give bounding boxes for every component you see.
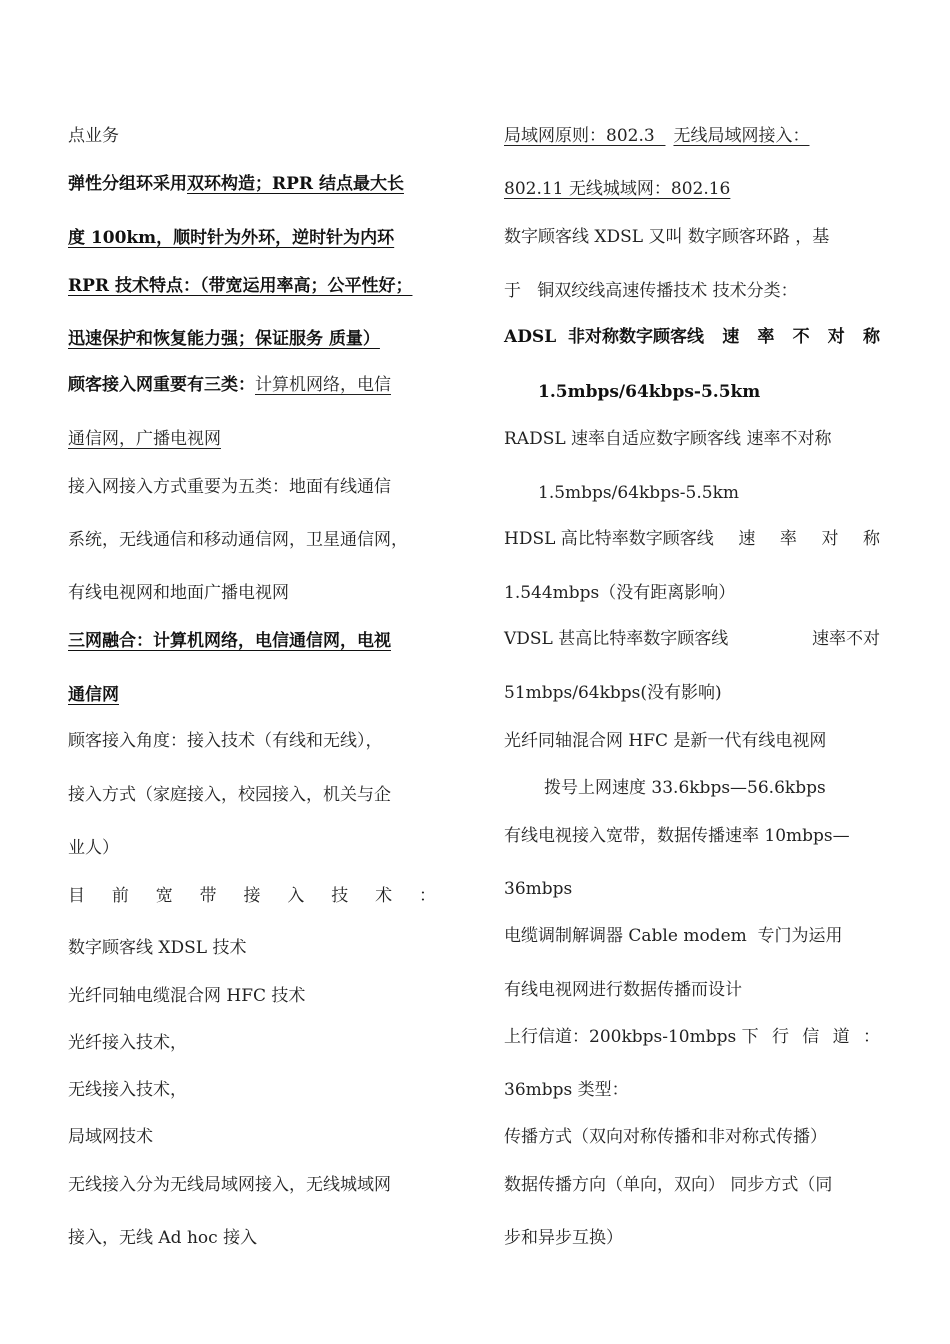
text-line: 接入网接入方式重要为五类：地面有线通信 (68, 477, 391, 497)
text-line: 数字顾客线 XDSL 又叫 数字顾客环路 ，基 (504, 227, 830, 247)
text-line: 步和异步互换） (504, 1228, 623, 1248)
text-line: 无线接入分为无线局域网接入，无线城域网 (68, 1175, 391, 1195)
text-line: 1.544mbps（没有距离影响） (504, 583, 736, 603)
text-line: 系统，无线通信和移动通信网，卫星通信网， (68, 530, 408, 550)
justified-line: 上行信道：200kbps-10mbps 下 行 信 道 ： (504, 1027, 880, 1047)
text-line: 电缆调制解调器 Cable modem 专门为运用 (504, 926, 843, 946)
text-line: 业人） (68, 838, 119, 858)
text-line: 通信网，广播电视网 (68, 429, 221, 449)
heading-line: RPR 技术特点：（带宽运用率高；公平性好； (68, 276, 413, 296)
heading-line: 弹性分组环采用双环构造；RPR 结点最大长 (68, 174, 404, 194)
text-line: 36mbps (504, 879, 573, 899)
text-line: 顾客接入角度：接入技术（有线和无线）， (68, 731, 383, 751)
text-line: 顾客接入网重要有三类：计算机网络，电信 (68, 375, 391, 395)
text-line: 光纤同轴混合网 HFC 是新一代有线电视网 (504, 731, 827, 751)
heading-line: 通信网 (68, 685, 119, 705)
text-line: 拨号上网速度 33.6kbps—56.6kbps (544, 778, 826, 798)
text-line: 802.11 无线城域网：802.16 (504, 179, 731, 199)
text-line: 局域网技术 (68, 1127, 153, 1147)
text-line: 点业务 (68, 126, 119, 146)
text-line: 36mbps 类型： (504, 1080, 629, 1100)
text-line: 51mbps/64kbps(没有影响) (504, 683, 722, 703)
text-line: 无线接入技术， (68, 1080, 187, 1100)
text-line: 有线电视网和地面广播电视网 (68, 583, 289, 603)
justified-line: HDSL 高比特率数字顾客线 速 率 对 称 (504, 529, 880, 549)
justified-line: VDSL 甚高比特率数字顾客线 速率不对 (504, 629, 880, 649)
text-line: RADSL 速率自适应数字顾客线 速率不对称 (504, 429, 832, 449)
text-line: 数据传播方向（单向，双向） 同步方式（同 (504, 1175, 833, 1195)
justified-line: ADSL 非对称数字顾客线 速 率 不 对 称 (504, 327, 880, 347)
heading-line: 度 100km，顺时针为外环，逆时针为内环 (68, 228, 395, 248)
heading-line: 迅速保护和恢复能力强；保证服务 质量） (68, 329, 380, 349)
text-line: 有线电视网进行数据传播而设计 (504, 980, 742, 1000)
heading-line: 三网融合：计算机网络，电信通信网，电视 (68, 631, 391, 651)
text-line: 接入方式（家庭接入，校园接入，机关与企 (68, 785, 391, 805)
text-line: 数字顾客线 XDSL 技术 (68, 938, 247, 958)
text-line: 局域网原则：802.3 无线局域网接入： (504, 126, 810, 146)
text-line: 1.5mbps/64kbps-5.5km (538, 382, 761, 402)
text-line: 光纤同轴电缆混合网 HFC 技术 (68, 986, 306, 1006)
justified-line: 目 前 宽 带 接 入 技 术 ： (68, 886, 436, 906)
text-line: 1.5mbps/64kbps-5.5km (538, 483, 739, 503)
text-line: 光纤接入技术， (68, 1033, 187, 1053)
text-line: 于 铜双绞线高速传播技术 技术分类： (504, 281, 798, 301)
text-line: 接入，无线 Ad hoc 接入 (68, 1228, 258, 1248)
text-line: 有线电视接入宽带，数据传播速率 10mbps— (504, 826, 850, 846)
text-line: 传播方式（双向对称传播和非对称式传播） (504, 1127, 827, 1147)
